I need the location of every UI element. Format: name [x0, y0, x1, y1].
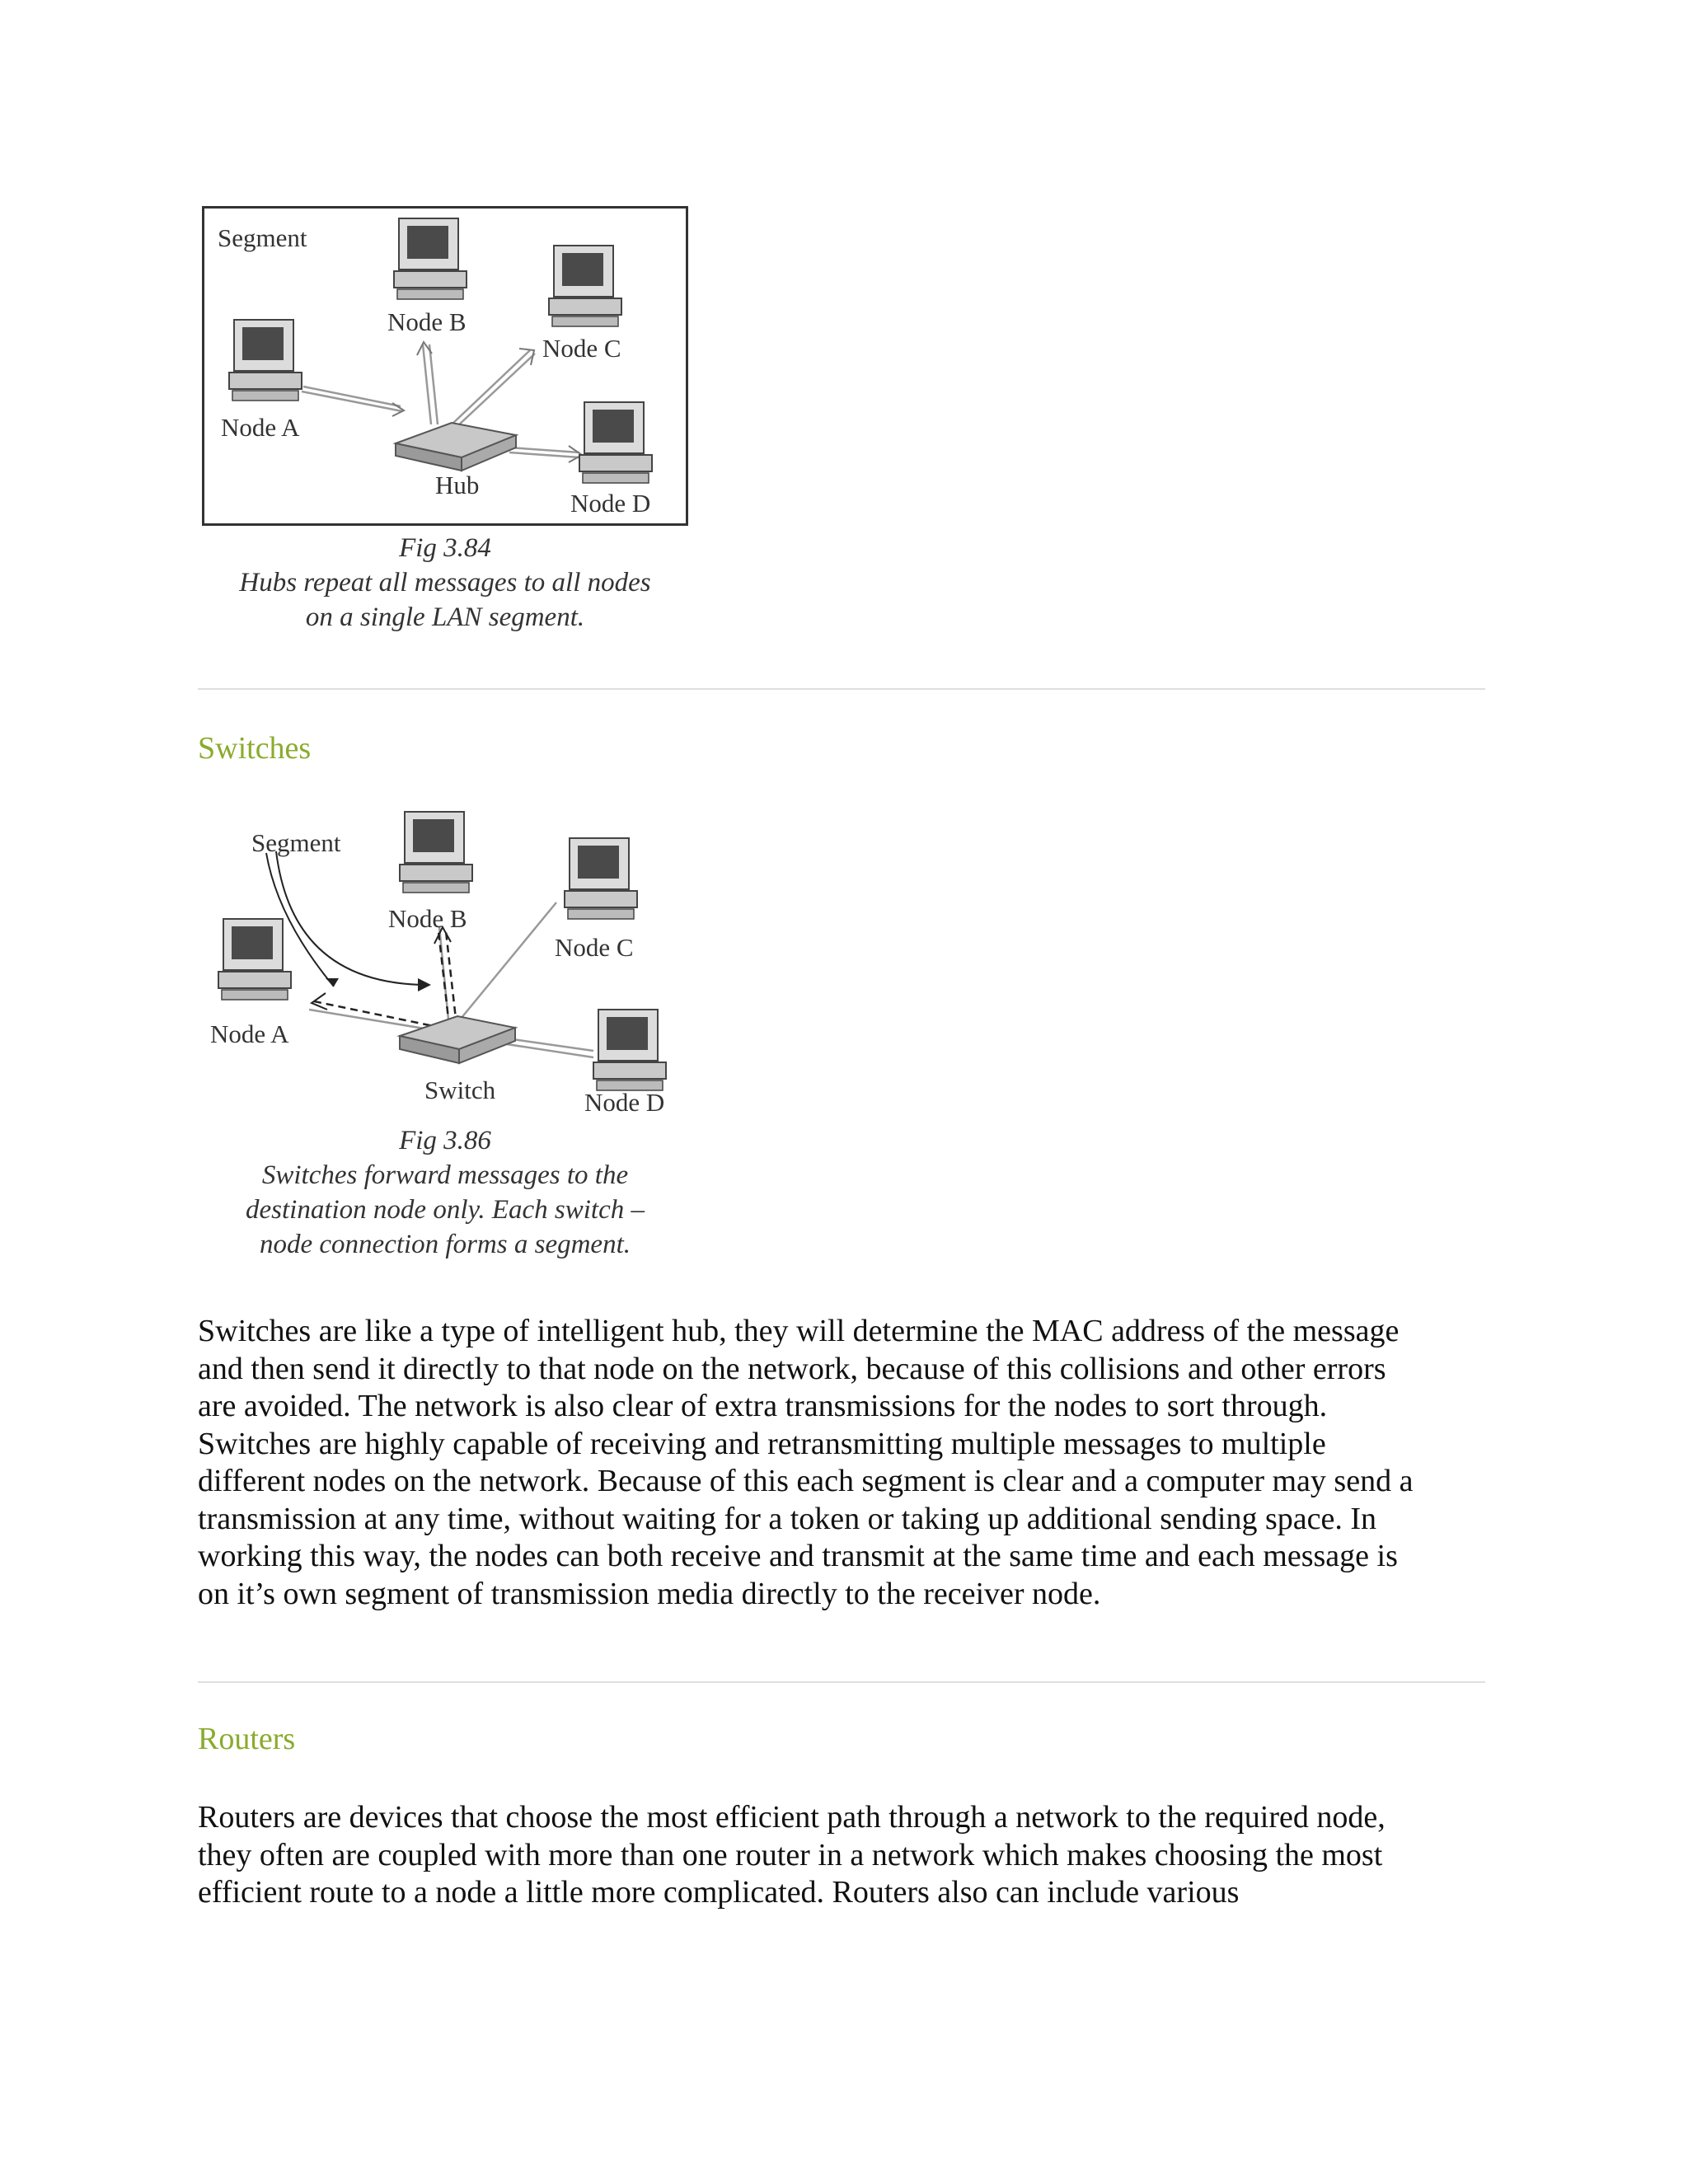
node-b-label: Node B: [387, 307, 467, 336]
node-c-label: Node C: [555, 933, 634, 962]
node-b-label: Node B: [388, 904, 467, 933]
paragraph-line: on it’s own segment of transmission media directly to the receiver node.: [198, 1576, 1101, 1611]
hub-figure-caption: [202, 531, 688, 635]
paragraph-line: working this way, the nodes can both receive and transmit at the same time and each message is: [198, 1539, 1398, 1573]
routers-heading: Routers: [198, 1722, 296, 1756]
computer-icon: [565, 838, 637, 919]
node-a-label: Node A: [221, 413, 300, 442]
caption-line: destination node only. Each switch –: [246, 1195, 645, 1225]
paragraph-line: Switches are like a type of intelligent hub, they will determine the MAC address of the message: [198, 1314, 1400, 1348]
node-c-label: Node C: [542, 334, 621, 363]
switch-figure: [202, 804, 696, 1117]
caption-line: node connection forms a segment.: [260, 1230, 631, 1259]
routers-paragraph: [198, 1799, 1517, 1912]
switches-heading: Switches: [198, 731, 312, 766]
caption-line: Switches forward messages to the: [261, 1160, 629, 1190]
switches-paragraph: [198, 1313, 1517, 1613]
computer-icon: [549, 246, 621, 326]
computer-icon: [593, 1010, 666, 1090]
hub-label: Hub: [435, 471, 480, 499]
computer-icon: [229, 320, 302, 401]
computer-icon: [579, 402, 652, 483]
paragraph-line: are avoided. The network is also clear of extra transmissions for the nodes to sort through.: [198, 1389, 1328, 1423]
segment-label: Segment: [218, 223, 307, 252]
computer-icon: [400, 812, 472, 893]
paragraph-line: and then send it directly to that node on the network, because of this collisions and other errors: [198, 1351, 1386, 1386]
paragraph-line: different nodes on the network. Because of this each segment is clear and a computer may send a: [198, 1464, 1414, 1498]
node-a-label: Node A: [210, 1019, 289, 1048]
switch-figure-caption: [202, 1123, 688, 1262]
divider: [198, 1681, 1485, 1683]
paragraph-line: Routers are devices that choose the most efficient path through a network to the required node,: [198, 1800, 1386, 1835]
switch-label: Switch: [424, 1076, 496, 1104]
node-d-label: Node D: [584, 1088, 665, 1117]
caption-line: on a single LAN segment.: [305, 602, 585, 632]
paragraph-line: transmission at any time, without waiting for a token or taking up additional sending space. In: [198, 1501, 1376, 1536]
segment-label: Segment: [251, 828, 341, 857]
caption-line: Hubs repeat all messages to all nodes: [239, 568, 651, 598]
hub-figure: [202, 206, 688, 526]
figure-number: Fig 3.86: [399, 1126, 491, 1155]
paragraph-line: Switches are highly capable of receiving and retransmitting multiple messages to multiple: [198, 1426, 1326, 1461]
figure-number: Fig 3.84: [399, 533, 491, 563]
computer-icon: [218, 919, 291, 1000]
divider: [198, 688, 1485, 690]
paragraph-line: they often are coupled with more than one router in a network which makes choosing the most: [198, 1837, 1383, 1872]
hub-device: [396, 423, 516, 471]
computer-icon: [394, 218, 467, 299]
paragraph-line: efficient route to a node a little more complicated. Routers also can include various: [198, 1875, 1240, 1910]
node-d-label: Node D: [570, 489, 651, 518]
